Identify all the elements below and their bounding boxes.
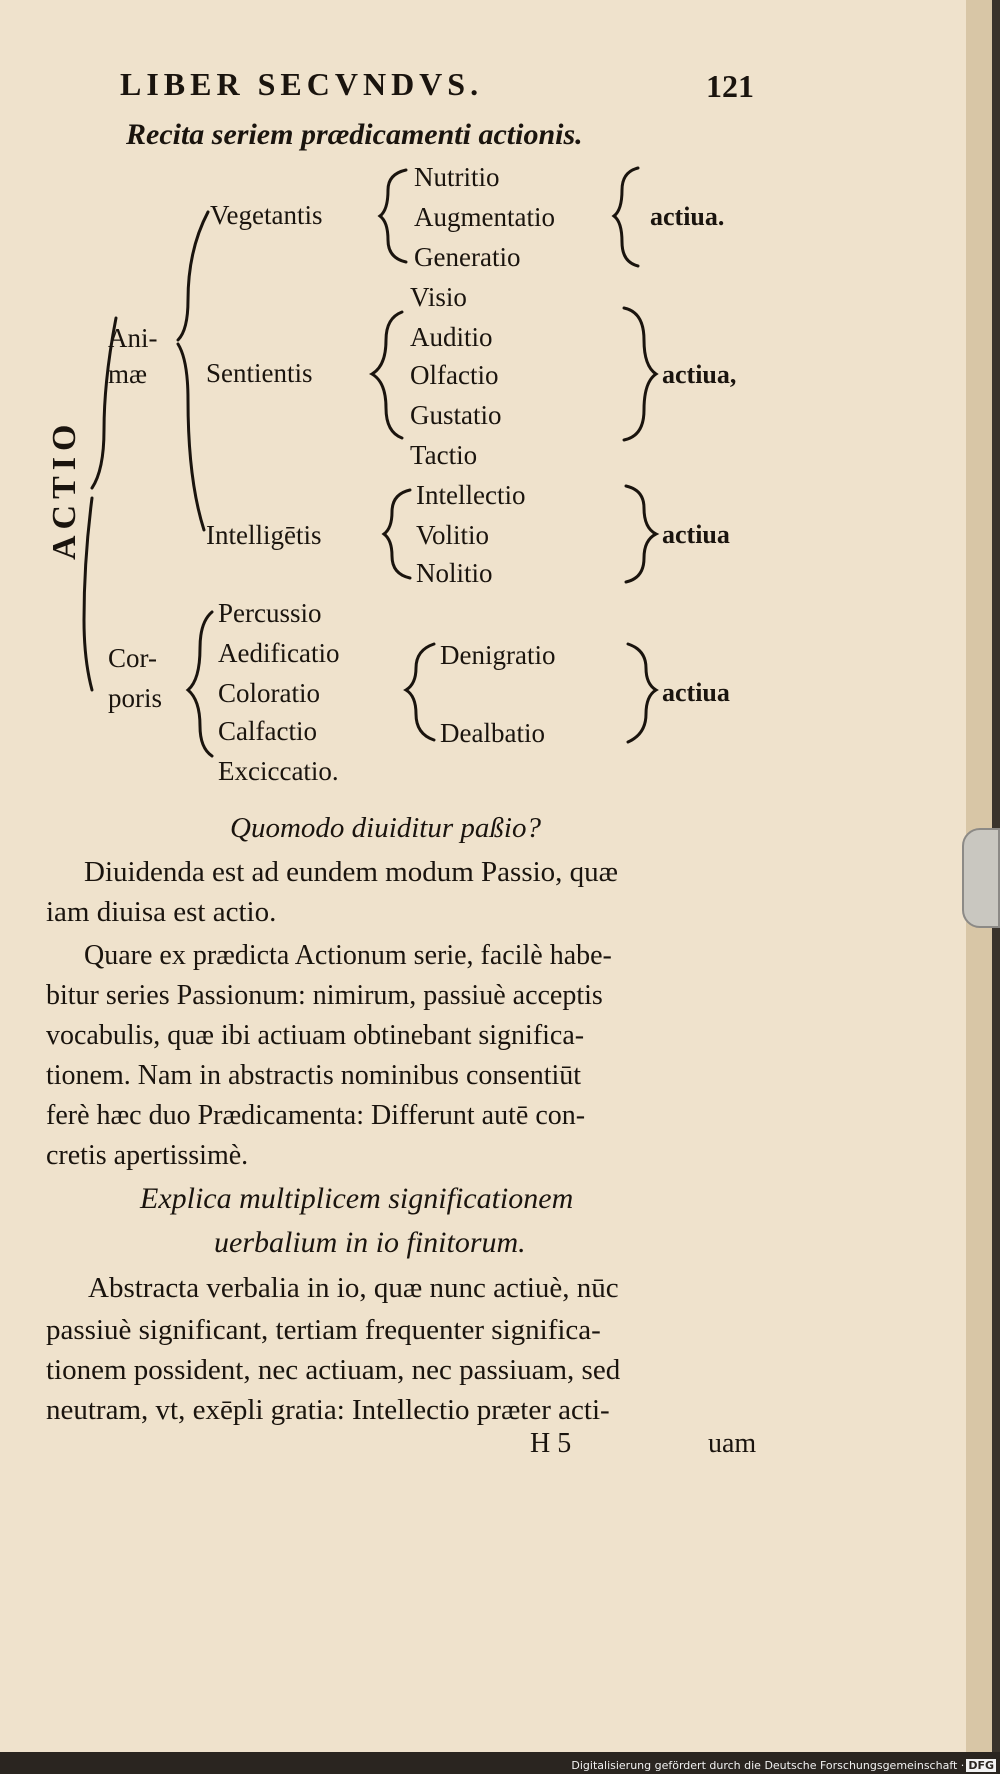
page-marker-tab	[962, 828, 1000, 928]
paragraph-3-line-3: tionem possident, nec actiuam, nec passiuam, sed	[46, 1354, 621, 1386]
paragraph-3-line-1: Abstracta verbalia in io, quæ nunc actiuè, nūc	[88, 1272, 619, 1304]
anima-upper-bracket	[178, 212, 208, 340]
digitization-credit	[571, 1759, 996, 1772]
paragraph-2-line-6: cretis apertissimè.	[46, 1140, 249, 1171]
item-augmentatio: Augmentatio	[414, 202, 555, 232]
root-label-actio: ACTIO	[46, 418, 83, 560]
paragraph-2-line-3: vocabulis, quæ ibi actiuam obtinebant significa-	[46, 1020, 585, 1051]
item-nolitio: Nolitio	[416, 558, 493, 588]
actio-lower-bracket	[84, 498, 92, 690]
label-corporis: Cor- poris	[108, 643, 162, 713]
catchword: uam	[708, 1428, 757, 1459]
question-2-line-2: uerbalium in io finitorum.	[214, 1226, 526, 1259]
credit-text: Digitalisierung gefördert durch die Deutsche Forschungsgemeinschaft ·	[571, 1759, 965, 1772]
page-number: 121	[706, 68, 754, 104]
item-nutritio: Nutritio	[414, 162, 500, 192]
answer-1-line-1: Diuidenda est ad eundem modum Passio, quæ	[84, 856, 619, 888]
question-2-line-1: Explica multiplicem significationem	[140, 1182, 574, 1215]
paragraph-3-line-4: neutram, vt, exēpli gratia: Intellectio præter acti-	[46, 1394, 610, 1426]
signature-mark: H 5	[530, 1428, 572, 1459]
item-olfactio: Olfactio	[410, 360, 499, 390]
answer-1-line-2: iam diuisa est actio.	[46, 896, 277, 928]
result-sentientis: actiua,	[662, 360, 737, 389]
result-intelligentis: actiua	[662, 520, 730, 549]
anima-lower-bracket	[178, 344, 204, 530]
item-volitio: Volitio	[416, 520, 490, 550]
label-sentientis: Sentientis	[206, 358, 313, 388]
item-percussio: Percussio	[218, 598, 322, 628]
result-corporis: actiua	[662, 678, 730, 707]
paragraph-2-line-5: ferè hæc duo Prædicamenta: Differunt autē con-	[46, 1100, 586, 1131]
paragraph-2-line-4: tionem. Nam in abstractis nominibus consentiūt	[46, 1060, 582, 1091]
paragraph-2-line-1: Quare ex prædicta Actionum serie, facilè habe-	[84, 940, 612, 971]
label-animae: Ani- mæ	[108, 323, 158, 389]
item-coloratio: Coloratio	[218, 678, 320, 708]
dfg-logo: DFG	[968, 1759, 994, 1772]
item-dealbatio: Dealbatio	[440, 718, 545, 748]
paragraph-3-line-2: passiuè significant, tertiam frequenter significa-	[46, 1314, 601, 1346]
item-exciccatio: Exciccatio.	[218, 756, 339, 786]
running-title: LIBER SECVNDVS.	[120, 66, 484, 102]
item-tactio: Tactio	[410, 440, 478, 470]
item-generatio: Generatio	[414, 242, 521, 272]
item-auditio: Auditio	[410, 322, 493, 352]
paragraph-2-line-2: bitur series Passionum: nimirum, passiuè acceptis	[46, 980, 603, 1011]
item-denigratio: Denigratio	[440, 640, 556, 670]
question-1: Quomodo diuiditur paßio?	[230, 812, 541, 844]
section-heading: Recita seriem prædicamenti actionis.	[126, 118, 583, 151]
item-intellectio: Intellectio	[416, 480, 526, 510]
item-calfactio: Calfactio	[218, 716, 317, 746]
label-intelligentis: Intelligētis	[206, 520, 322, 550]
item-aedificatio: Aedificatio	[218, 638, 340, 668]
item-gustatio: Gustatio	[410, 400, 502, 430]
label-vegetantis: Vegetantis	[210, 200, 323, 230]
item-visio: Visio	[410, 282, 467, 312]
result-vegetantis: actiua.	[650, 202, 725, 231]
